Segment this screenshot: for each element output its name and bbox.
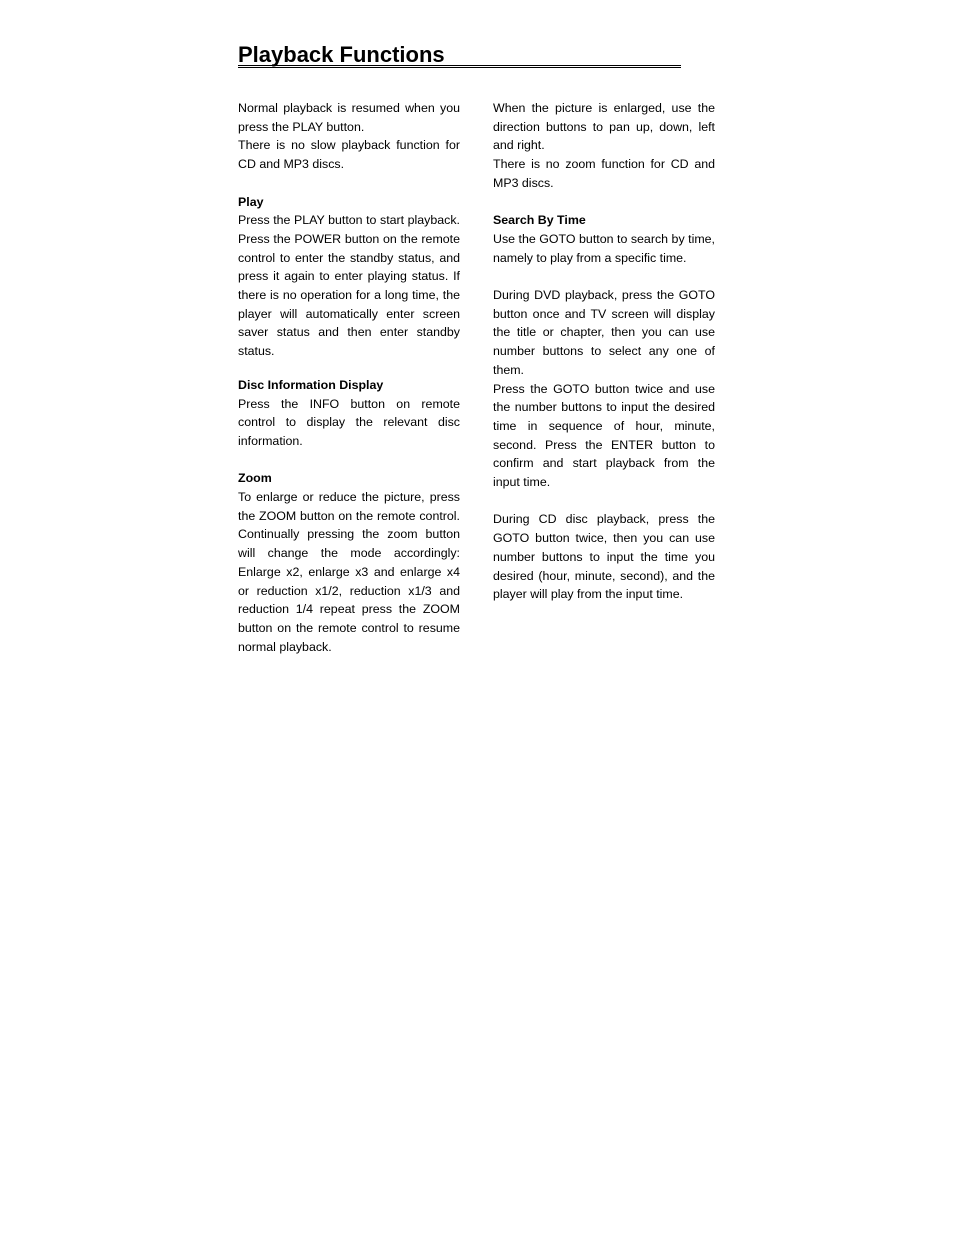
- spacer: [493, 193, 715, 212]
- disc-info-body: Press the INFO button on remote control to display the relevant disc information.: [238, 396, 460, 448]
- page-title: [238, 40, 681, 70]
- search-by-time-body-1: Use the GOTO button to search by time, namely to play from a specific time.: [493, 231, 715, 265]
- spacer: [238, 451, 460, 470]
- spacer: [493, 267, 715, 286]
- search-by-time-body-3: Press the GOTO button twice and use the number buttons to input the desired time in sequence of hour, minute, second. Press the ENTER button to confirm and start playback from the input time.: [493, 381, 715, 490]
- play-heading: Play: [238, 194, 264, 209]
- search-by-time-heading: Search By Time: [493, 213, 586, 228]
- right-column: [493, 99, 715, 604]
- left-column: [238, 99, 460, 656]
- search-by-time-body-4: During CD disc playback, press the GOTO button twice, then you can use number buttons to input the time you desired (hour, minute, second), and the player will play from the input time.: [493, 512, 715, 602]
- intro-paragraph-2: There is no slow playback function for CD and MP3 discs.: [238, 138, 460, 172]
- zoom-continued-paragraph-2: There is no zoom function for CD and MP3 discs.: [493, 157, 715, 190]
- spacer: [493, 492, 715, 511]
- page-title-text: Playback Functions: [238, 42, 445, 67]
- zoom-heading: Zoom: [238, 471, 272, 486]
- title-double-rule: [238, 65, 681, 68]
- search-by-time-body-2: During DVD playback, press the GOTO button once and TV screen will display the title or chapter, then you can use number buttons to select any one of them.: [493, 288, 715, 377]
- disc-info-heading: Disc Information Display: [238, 377, 384, 392]
- zoom-body: To enlarge or reduce the picture, press the ZOOM button on the remote control. Continually pressing the zoom button will change the mode accordingly: Enlarge x2, enlarge x3 and enlarge x4 or reduction x1/2, reduction x1/3 and reduction 1/4 repeat press the ZOOM button on the remote control to resume normal playback.: [238, 490, 460, 654]
- zoom-continued-paragraph-1: When the picture is enlarged, use the direction buttons to pan up, down, left and right.: [493, 101, 715, 153]
- spacer: [238, 361, 460, 376]
- spacer: [238, 174, 460, 193]
- play-body: Press the PLAY button to start playback. Press the POWER button on the remote control to enter the standby status, and press it again to enter playing status. If there is no operation for a long time, the player will automatically enter screen saver status and then enter standby status.: [238, 213, 460, 359]
- intro-paragraph-1: Normal playback is resumed when you press the PLAY button.: [238, 101, 460, 134]
